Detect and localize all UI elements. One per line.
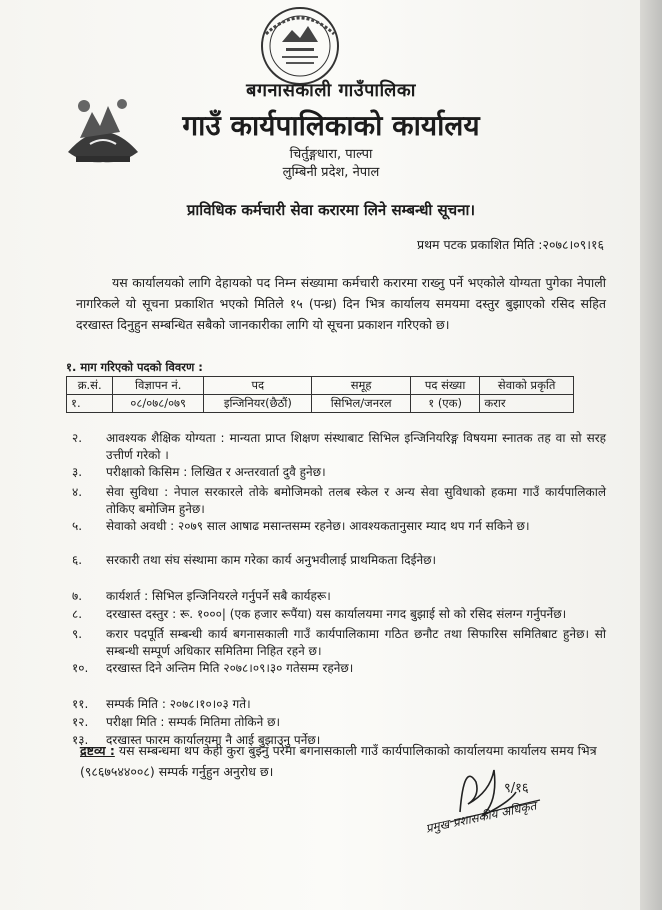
note-label: द्रष्टव्य : xyxy=(80,743,115,758)
notice-title: प्राविधिक कर्मचारी सेवा करारमा लिने सम्बन्धी सूचना। xyxy=(186,201,476,219)
cell-group: सिभिल/जनरल xyxy=(312,395,410,413)
item-number: ९. xyxy=(72,627,83,641)
item-number: १०. xyxy=(72,661,89,675)
item-text: परीक्षा मिति : सम्पर्क मितिमा तोकिने छ। xyxy=(106,715,281,729)
item-number: ४. xyxy=(72,485,83,499)
municipality-name: बगनासकाली गाउँपालिका xyxy=(246,80,416,101)
cell-service-type: करार xyxy=(480,395,574,413)
item-number: ७. xyxy=(72,589,83,603)
posts-table xyxy=(66,376,574,413)
item-text: आवश्यक शैक्षिक योग्यता : मान्यता प्राप्त शिक्षण संस्थाबाट सिभिल इन्जिनियरिङ्ग विषयमा स्नातक तह वा सो सरह उत्तीर्ण गरेको । xyxy=(106,431,606,462)
item-number: १३. xyxy=(72,733,89,747)
signature-date: ९/१६ xyxy=(504,781,529,796)
item-number: ११. xyxy=(72,697,89,711)
publish-date: प्रथम पटक प्रकाशित मिति :२०७८।०९।१६ xyxy=(416,237,604,252)
signatory-title: प्रमुख प्रशासकीय अधिकृत xyxy=(424,798,538,836)
item-text: दरखास्त दिने अन्तिम मिति २०७८।०९।३० गतेसम्म रहनेछ। xyxy=(106,661,354,675)
item-text: करार पदपूर्ति सम्बन्धी कार्य बगनासकाली गाउँ कार्यपालिकामा गठित छनौट तथा सिफारिस समितिबाट हुनेछ। सो सम्बन्धी सम्पूर्ण अधिकार समितिमा निहित रहने छ। xyxy=(106,627,606,658)
item-number: १२. xyxy=(72,715,89,729)
col-serial: क्र.सं. xyxy=(67,377,113,395)
cell-advert-no: ०८/०७८/०७९ xyxy=(113,395,204,413)
intro-text: यस कार्यालयको लागि देहायको पद निम्न संख्यामा कर्मचारी करारमा राख्नु पर्ने भएकोले योग्यता पुगेका नेपाली नागरिकले यो सूचना प्रकाशित भएको मितिले १५ (पन्ध्र) दिन भित्र कार्यालय समयमा दस्तुर बुझाएको रसिद सहित दरखास्त दिनुहुन सम्बन्धित सबैको जानकारीका लागि यो सूचना प्रकाशन गरिएको छ। xyxy=(76,275,606,332)
cell-post-count: १ (एक) xyxy=(410,395,480,413)
col-post: पद xyxy=(204,377,312,395)
col-service-type: सेवाको प्रकृति xyxy=(480,377,574,395)
col-group: समूह xyxy=(312,377,410,395)
item-text: दरखास्त फारम कार्यालयमा नै आई बुझाउनु पर्नेछ। xyxy=(106,733,321,747)
col-post-count: पद संख्या xyxy=(410,377,480,395)
address-line-2: लुम्बिनी प्रदेश, नेपाल xyxy=(282,165,380,180)
note-text: यस सम्बन्धमा थप केही कुरा बुझ्नु परेमा बगनासकाली गाउँ कार्यपालिकाको कार्यालयमा कार्यालय समय भित्र (९८६७५४४००८) सम्पर्क गर्नुहुन अनुरोध छ। xyxy=(80,743,597,779)
col-advert-no: विज्ञापन नं. xyxy=(113,377,204,395)
item-text: सम्पर्क मिति : २०७८।१०।०३ गते। xyxy=(106,697,251,711)
item-number: ६. xyxy=(72,553,83,567)
item-text: सेवा सुविधा : नेपाल सरकारले तोके बमोजिमको तलब स्केल र अन्य सेवा सुविधाको हकमा गाउँ कार्यपालिकाले तोकिए बमोजिम हुनेछ। xyxy=(106,485,606,516)
item-text: सेवाको अवधी : २०७९ साल आषाढ मसान्तसम्म रहनेछ। आवश्यकतानुसार म्याद थप गर्न सकिने छ। xyxy=(106,519,530,533)
cell-serial: १. xyxy=(67,395,113,413)
item-number: २. xyxy=(72,431,83,445)
item-text: सरकारी तथा संघ संस्थामा काम गरेका कार्य अनुभवीलाई प्राथमिकता दिईनेछ। xyxy=(106,553,437,567)
item-text: कार्यशर्त : सिभिल इन्जिनियरले गर्नुपर्ने सबै कार्यहरू। xyxy=(106,589,331,603)
item-text: दरखास्त दस्तुर : रू. १०००| (एक हजार रूपैंया) यस कार्यालयमा नगद बुझाई सो को रसिद संलग्न गर्नुपर्नेछ। xyxy=(106,607,567,621)
item-number: ५. xyxy=(72,519,83,533)
address-line-1: चिर्तुङ्गधारा, पाल्पा xyxy=(289,147,373,162)
table-row xyxy=(67,395,574,413)
item-number: ८. xyxy=(72,607,83,621)
intro-paragraph xyxy=(76,272,606,335)
item-text: परीक्षाको किसिम : लिखित र अन्तरवार्ता दुवै हुनेछ। xyxy=(106,465,326,479)
posts-section-heading: १. माग गरिएको पदको विवरण : xyxy=(66,360,203,374)
item-number: ३. xyxy=(72,465,83,479)
office-name: गाउँ कार्यपालिकाको कार्यालय xyxy=(182,109,480,142)
cell-post: इन्जिनियर(छैठौं) xyxy=(204,395,312,413)
table-header-row xyxy=(67,377,574,395)
